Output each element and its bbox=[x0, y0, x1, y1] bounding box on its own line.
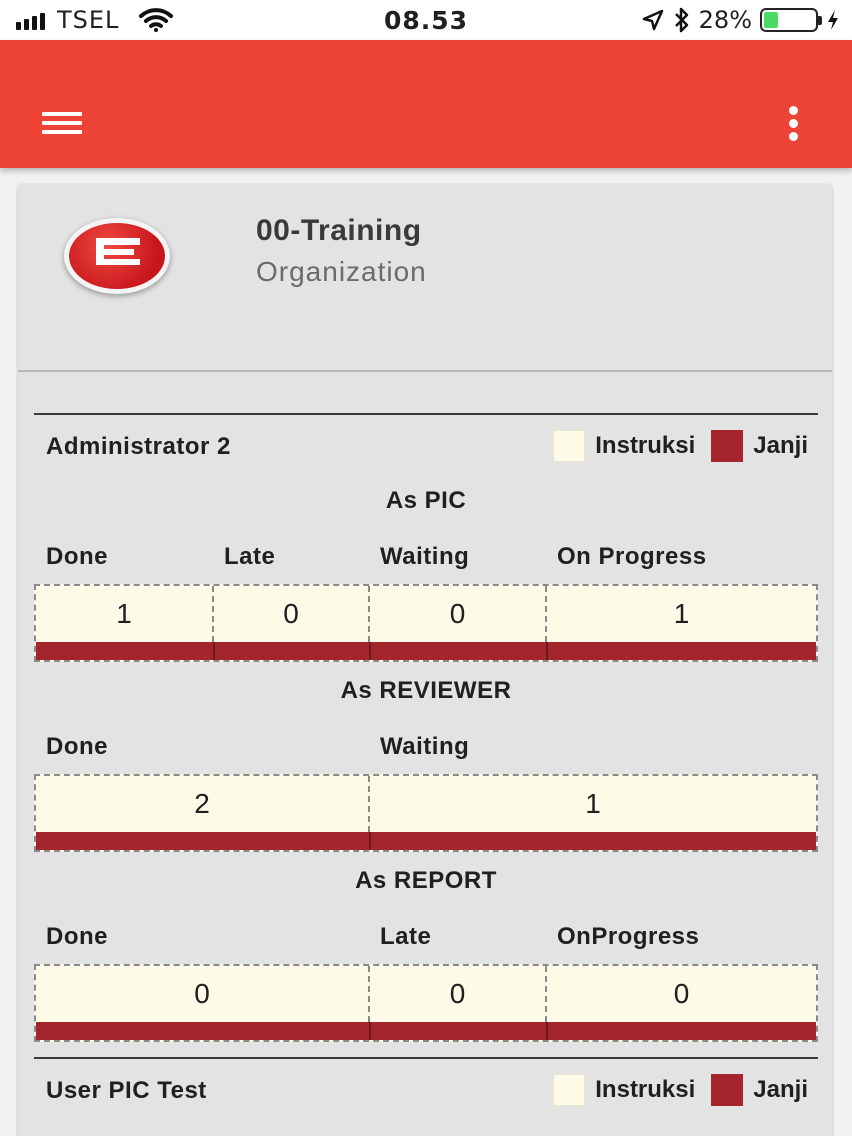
organization-header bbox=[18, 184, 832, 372]
reviewer-values-row bbox=[34, 774, 818, 852]
pic-late-value[interactable]: 0 bbox=[214, 586, 370, 642]
pic-waiting-value[interactable]: 0 bbox=[370, 586, 547, 642]
janji-bar bbox=[36, 642, 816, 660]
instruksi-swatch bbox=[553, 430, 585, 462]
pic-onprogress-value[interactable]: 1 bbox=[673, 598, 690, 629]
legend-janji-label: Janji bbox=[753, 1076, 808, 1103]
janji-swatch bbox=[711, 1074, 743, 1106]
user-name: Administrator 2 bbox=[46, 433, 231, 460]
pic-done-value[interactable]: 1 bbox=[36, 586, 214, 642]
as-pic-title: As PIC bbox=[385, 487, 467, 514]
carrier-label: TSEL bbox=[57, 6, 120, 34]
pic-values-row bbox=[34, 584, 818, 662]
legend-janji-label: Janji bbox=[753, 432, 808, 459]
janji-bar bbox=[36, 1022, 816, 1040]
janji-swatch bbox=[711, 430, 743, 462]
clock: 08.53 bbox=[383, 6, 469, 35]
pic-onprogress-label: On Progress bbox=[557, 543, 707, 570]
report-done-label: Done bbox=[46, 923, 108, 950]
report-values-row bbox=[34, 964, 818, 1042]
report-done-value[interactable]: 0 bbox=[36, 966, 370, 1022]
as-report-title: As REPORT bbox=[355, 867, 497, 894]
reviewer-done-label: Done bbox=[46, 733, 108, 760]
battery-icon bbox=[760, 8, 818, 32]
legend-instruksi-label: Instruksi bbox=[595, 1076, 696, 1103]
location-icon bbox=[641, 8, 665, 32]
status-bar bbox=[0, 0, 852, 40]
user-name: User PIC Test bbox=[46, 1077, 207, 1104]
user-section bbox=[34, 415, 818, 1055]
charging-icon bbox=[826, 9, 840, 31]
menu-icon[interactable] bbox=[38, 110, 84, 136]
pic-late-label: Late bbox=[224, 543, 276, 570]
organization-name: 00-Training bbox=[256, 214, 422, 247]
report-late-label: Late bbox=[380, 923, 432, 950]
bluetooth-icon bbox=[673, 7, 691, 33]
legend bbox=[553, 429, 808, 463]
janji-bar bbox=[36, 832, 816, 850]
report-onprogress-label: OnProgress bbox=[557, 923, 700, 950]
pic-done-label: Done bbox=[46, 543, 108, 570]
user-section bbox=[34, 1059, 818, 1129]
instruksi-swatch bbox=[553, 1074, 585, 1106]
legend-instruksi-label: Instruksi bbox=[595, 432, 696, 459]
more-vert-icon[interactable] bbox=[786, 106, 802, 142]
report-late-value[interactable]: 0 bbox=[370, 966, 547, 1022]
reviewer-waiting-value[interactable]: 1 bbox=[585, 788, 601, 819]
organization-card bbox=[18, 184, 832, 1136]
legend bbox=[553, 1073, 808, 1107]
reviewer-waiting-label: Waiting bbox=[380, 733, 470, 760]
reviewer-done-value[interactable]: 2 bbox=[36, 776, 370, 832]
app-bar bbox=[0, 40, 852, 168]
as-reviewer-title: As REVIEWER bbox=[340, 677, 512, 704]
battery-percent: 28% bbox=[698, 6, 752, 34]
organization-type: Organization bbox=[256, 256, 427, 287]
pic-waiting-label: Waiting bbox=[380, 543, 470, 570]
report-onprogress-value[interactable]: 0 bbox=[673, 978, 690, 1009]
organization-logo bbox=[64, 218, 170, 294]
